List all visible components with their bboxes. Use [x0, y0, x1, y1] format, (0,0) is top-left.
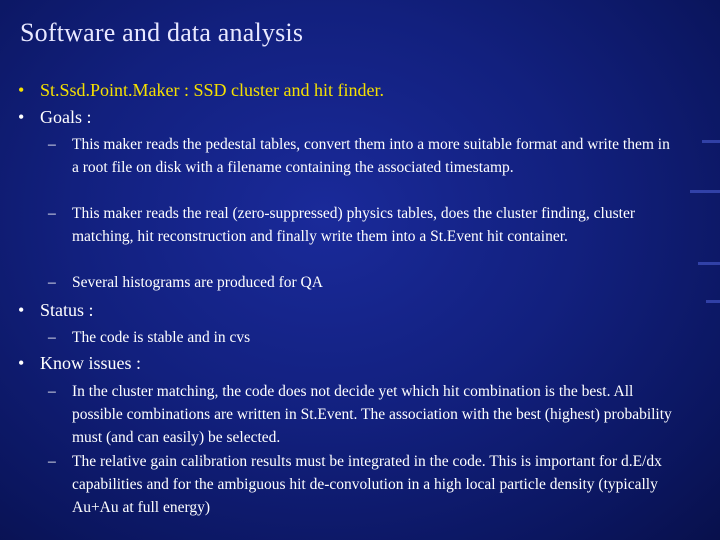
sub-item-text: This maker reads the pedestal tables, convert them into a more suitable format and write them in a root file on disk with a filename containing the associated timestamp. [72, 136, 670, 176]
sub-item-text: The relative gain calibration results must be integrated in the code. This is important for d.E/dx capabilities and for the ambiguous hit de-convolution in a high local particle density (typically Au+Au at full energy) [72, 453, 662, 516]
bullet-text: Status : [40, 300, 94, 320]
sub-item [48, 380, 680, 449]
bullet-marker: • [18, 107, 25, 127]
decorative-line [702, 140, 720, 143]
bullet-text: Goals : [40, 107, 92, 127]
sub-item-text: Several histograms are produced for QA [72, 274, 323, 291]
bullet-marker: • [18, 80, 25, 100]
sub-item [48, 271, 680, 294]
decorative-line [698, 262, 720, 265]
bullet-item [18, 80, 384, 101]
sub-item-text: The code is stable and in cvs [72, 329, 251, 346]
dash-marker: – [48, 383, 56, 400]
slide-title: Software and data analysis [20, 18, 304, 47]
sub-item [48, 450, 680, 519]
dash-marker: – [48, 136, 56, 153]
dash-marker: – [48, 205, 56, 222]
dash-marker: – [48, 329, 56, 346]
dash-marker: – [48, 274, 56, 291]
sub-item [48, 133, 680, 179]
sub-item [48, 326, 680, 349]
decorative-line [690, 190, 720, 193]
bullet-item [18, 107, 92, 128]
sub-item [48, 202, 680, 248]
bullet-item [18, 353, 141, 374]
bullet-item [18, 300, 94, 321]
dash-marker: – [48, 453, 56, 470]
bullet-text: Know issues : [40, 353, 142, 373]
bullet-marker: • [18, 353, 25, 373]
bullet-text: St.Ssd.Point.Maker : SSD cluster and hit finder. [40, 80, 384, 100]
decorative-line [706, 300, 720, 303]
sub-item-text: This maker reads the real (zero-suppressed) physics tables, does the cluster finding, cluster matching, hit reconstruction and finally write them into a St.Event hit container. [72, 205, 635, 245]
sub-item-text: In the cluster matching, the code does not decide yet which hit combination is the best. All possible combinations are written in St.Event. The association with the best (highest) probability must (and can easily) be selected. [72, 383, 672, 446]
bullet-marker: • [18, 300, 25, 320]
